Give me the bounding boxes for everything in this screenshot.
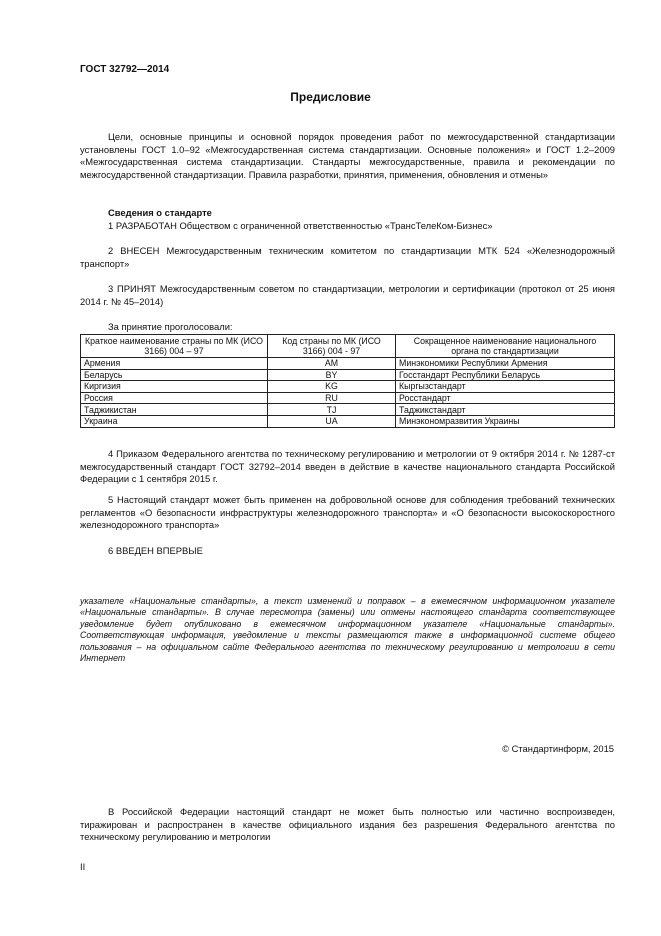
intro-paragraph: Цели, основные принципы и основной порядок проведения работ по межгосударственной стандартизации установлены ГОСТ 1.0–92 «Межгосударственная система стандартизации. Основные положения» и ГОСТ 1.2–2009 «Межгосударственная система стандартизации. Стандарты межгосударственные, правила и рекомендации по межгосударственной стандартизации. Правила разработки, принятия, применения, обновления и отмены» bbox=[80, 131, 615, 180]
country-cell: Россия bbox=[81, 392, 268, 404]
table-row bbox=[81, 369, 615, 381]
page-number: II bbox=[80, 861, 86, 872]
body-cell: Минэкономразвития Украины bbox=[396, 415, 615, 427]
table-row bbox=[81, 358, 615, 370]
code-cell: TJ bbox=[268, 404, 396, 416]
votes-table bbox=[80, 334, 615, 428]
publication-notice: указателе «Национальные стандарты», а текст изменений и поправок – в ежемесячном информационном указателе «Национальные стандарты». В случае пересмотра (замены) или отмены настоящего стандарта соответствующее уведомление будет опубликовано в ежемесячном информационном указателе «Национальные стандарты». Соответствующая информация, уведомление и тексты размещаются также в информационной системе общего пользования – на официальном сайте Федерального агентства по техническому регулированию и метрологии в сети Интернет bbox=[80, 596, 615, 664]
country-cell: Армения bbox=[81, 358, 268, 370]
body-cell: Росстандарт bbox=[396, 392, 615, 404]
code-cell: KG bbox=[268, 381, 396, 393]
country-cell: Киргизия bbox=[81, 381, 268, 393]
column-header-code: Код страны по МК (ИСО 3166) 004 - 97 bbox=[268, 335, 396, 358]
body-cell: Таджикстандарт bbox=[396, 404, 615, 416]
column-header-country: Краткое наименование страны по МК (ИСО 3166) 004 – 97 bbox=[81, 335, 268, 358]
table-header-row bbox=[81, 335, 615, 358]
table-row bbox=[81, 392, 615, 404]
copyright-line: © Стандартинформ, 2015 bbox=[502, 743, 614, 754]
info-heading: Сведения о стандарте bbox=[108, 207, 212, 218]
country-cell: Таджикистан bbox=[81, 404, 268, 416]
item-1: 1 РАЗРАБОТАН Обществом с ограниченной ответственностью «ТрансТелеКом-Бизнес» bbox=[108, 220, 493, 231]
item-2: 2 ВНЕСЕН Межгосударственным техническим комитетом по стандартизации МТК 524 «Железнодорожный транспорт» bbox=[80, 245, 615, 269]
item-3: 3 ПРИНЯТ Межгосударственным советом по стандартизации, метрологии и сертификации (протокол от 25 июня 2014 г. № 45–2014) bbox=[80, 283, 615, 307]
reproduction-notice: В Российской Федерации настоящий стандарт не может быть полностью или частично воспроизведен, тиражирован и распространен в качестве официального издания без разрешения Федерального агентства по техническому регулированию и метрологии bbox=[80, 806, 615, 843]
item-4: 4 Приказом Федерального агентства по техническому регулированию и метрологии от 9 октября 2014 г. № 1287-ст межгосударственный стандарт ГОСТ 32792–2014 введен в действие в качестве национального стандарта Российской Федерации с 1 сентября 2015 г. bbox=[80, 448, 615, 485]
country-cell: Беларусь bbox=[81, 369, 268, 381]
votes-caption: За принятие проголосовали: bbox=[108, 321, 233, 332]
country-cell: Украина bbox=[81, 415, 268, 427]
item-6: 6 ВВЕДЕН ВПЕРВЫЕ bbox=[108, 545, 203, 556]
table-row bbox=[81, 415, 615, 427]
page-title: Предисловие bbox=[290, 90, 371, 104]
code-cell: AM bbox=[268, 358, 396, 370]
table-row bbox=[81, 404, 615, 416]
body-cell: Минэкономики Республики Армения bbox=[396, 358, 615, 370]
code-cell: BY bbox=[268, 369, 396, 381]
body-cell: Госстандарт Республики Беларусь bbox=[396, 369, 615, 381]
table-row bbox=[81, 381, 615, 393]
item-5: 5 Настоящий стандарт может быть применен на добровольной основе для соблюдения требований технических регламентов «О безопасности инфраструктуры железнодорожного транспорта» и «О безопасности высокоскоростного железнодорожного транспорта» bbox=[80, 494, 615, 531]
column-header-body: Сокращенное наименование национального органа по стандартизации bbox=[396, 335, 615, 358]
body-cell: Кыргызстандарт bbox=[396, 381, 615, 393]
document-id: ГОСТ 32792—2014 bbox=[80, 64, 170, 75]
code-cell: RU bbox=[268, 392, 396, 404]
code-cell: UA bbox=[268, 415, 396, 427]
